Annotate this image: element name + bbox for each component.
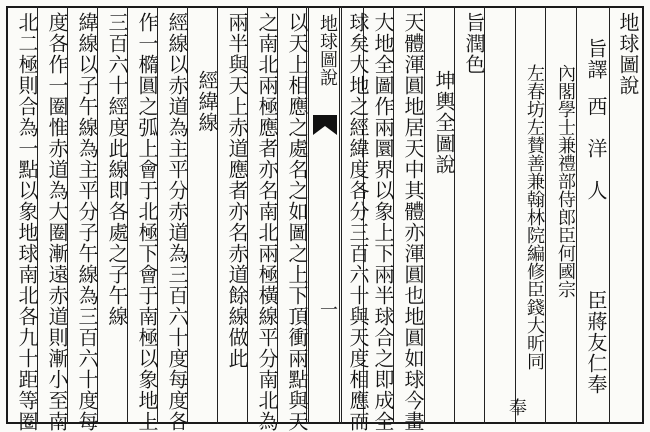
center-strip-title-column [313,14,341,86]
column-rule [217,6,218,424]
body-text: 北二極則合為一點以象地球南北各九十距等圈 [15,12,39,432]
author-name-column [582,290,610,395]
body-text: 三百六十經度此線即各處之子午線 [105,12,129,327]
book-title: 地球圖說 [616,12,640,96]
body-column [43,12,71,432]
body-text: 作一橢圓之弧上會于北極下會于南極以象地上 [135,12,159,432]
body-column [73,12,101,432]
column-rule [454,6,455,424]
body-column [133,12,161,432]
body-text: 以天上相應之處名之如圖之上下頂衝兩點與天 [285,12,309,432]
section-heading-column [430,70,458,175]
body-text: 兩半與天上赤道應者亦名赤道餘線做此 [225,12,249,369]
column-rule [515,6,516,424]
body-column [13,12,41,432]
body-text: 緯線以子午線為主平分子午線為三百六十度每 [75,12,99,432]
author-name: 臣蔣友仁奉 [584,290,608,395]
body-text: 大地全圖作兩圜界以象上下兩半球合之即成全 [371,12,395,432]
author-origin: 西 洋 人 [584,96,608,201]
author-nationality [582,96,610,201]
page-number: 一 [317,300,338,318]
page-number-column [313,300,341,318]
body-column [344,12,372,432]
body-column [399,12,427,432]
editor-2: 左春坊左賛善兼翰林院編修臣錢大昕同 [524,64,545,370]
editor-2-column [520,64,548,370]
imperial-polish: 旨潤色 [462,12,486,75]
polish-column [460,12,488,75]
editor-1-column [551,64,579,298]
section-heading: 坤輿全圖說 [432,70,456,175]
body-text: 天體渾圓地居天中其體亦渾圓也地圓如球今畫 [401,12,425,432]
section-heading-column [193,70,221,133]
center-strip-title: 地球圖說 [317,14,338,86]
body-column [283,12,311,432]
body-column [163,12,191,432]
fishtail-mark-icon [312,114,338,136]
editor-2-suffix-column [502,398,530,416]
body-text: 度各作一圈惟赤道為大圈漸遠赤道則漸小至南 [45,12,69,432]
imperial-mark: 旨譯 [584,38,608,80]
editor-2-suffix: 奉 [506,398,527,416]
body-column [253,12,281,432]
body-column [103,12,131,327]
body-column [369,12,397,432]
body-text: 之南北兩極應者亦名南北兩極橫線平分南北為 [255,12,279,432]
book-title-column [614,12,642,96]
editor-1: 內閣學士兼禮部侍郎臣何國宗 [555,64,576,298]
body-text: 球矣大地之經緯度各分三百六十與天度相應而 [346,12,370,432]
body-column [223,12,251,369]
imperial-translation-column [582,38,610,80]
section-heading: 經緯線 [195,70,219,133]
body-text: 經線以赤道為主平分赤道為三百六十度每度各 [165,12,189,432]
